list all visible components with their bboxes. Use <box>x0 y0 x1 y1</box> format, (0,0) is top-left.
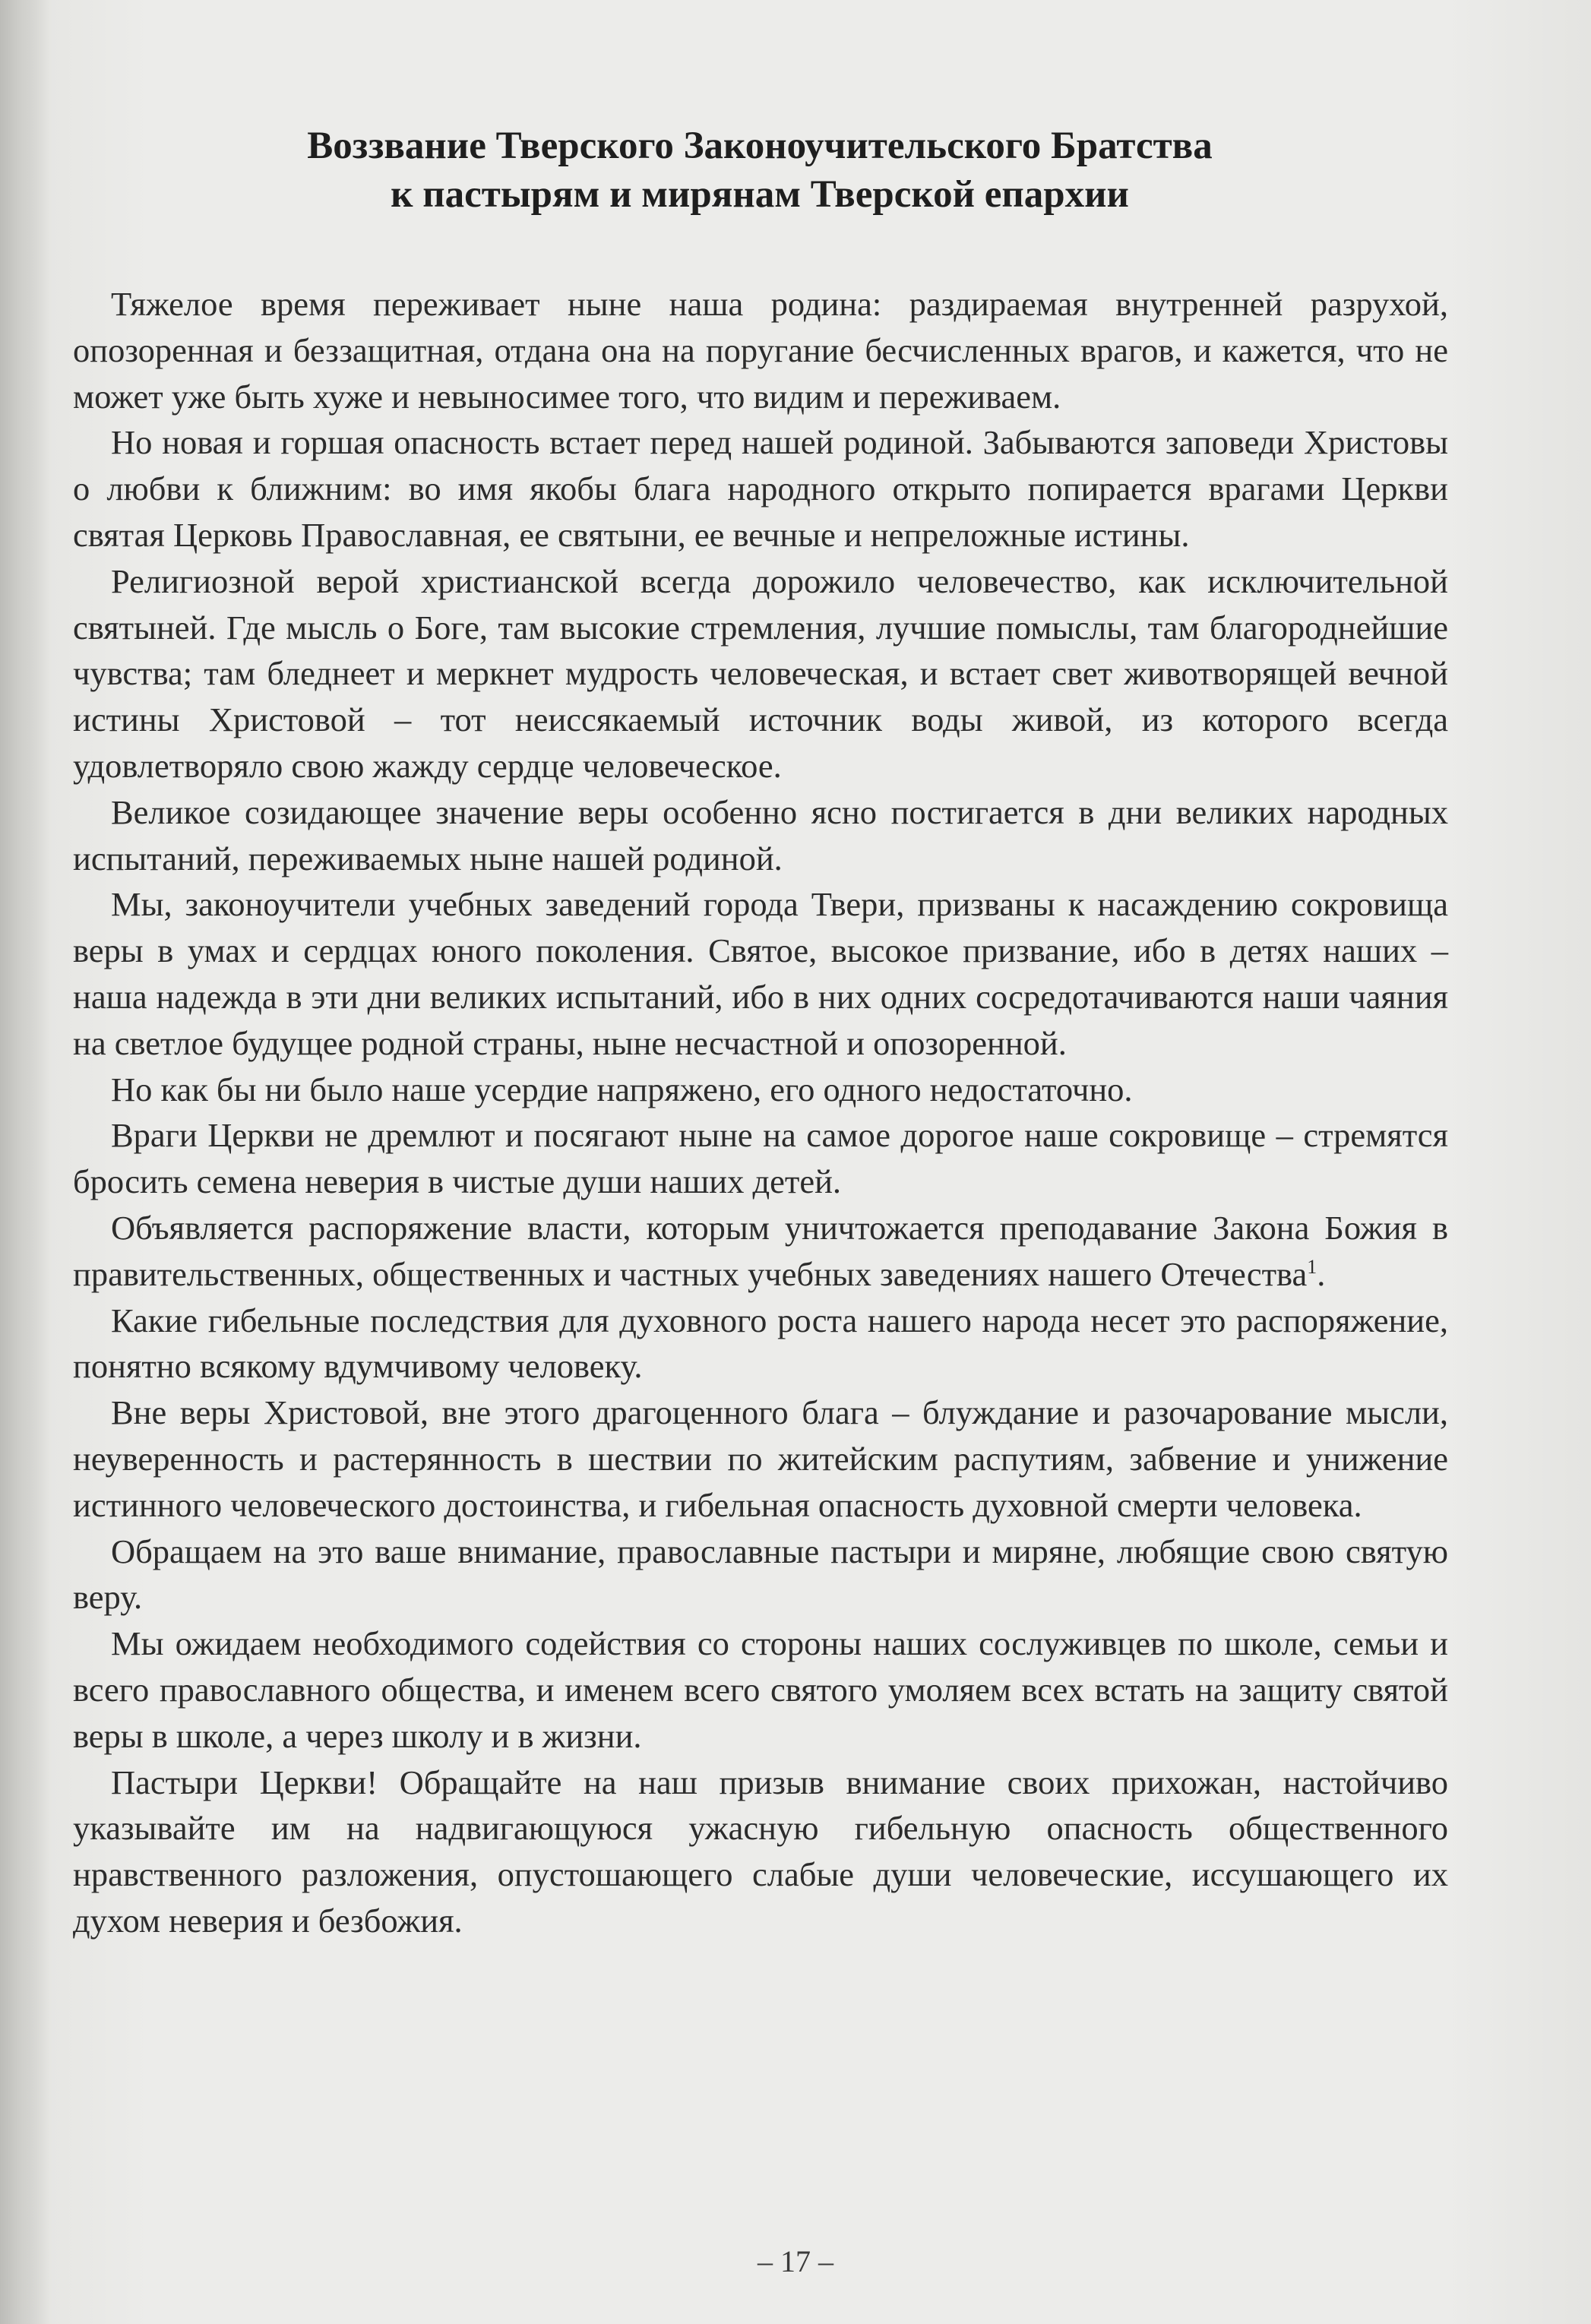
paragraph: Мы ожидаем необходимого содействия со стороны наших сослуживцев по школе, семьи и всего православного общества, и именем всего святого умоляем всех встать на защиту святой веры в школе, а через школу и в жизни. <box>73 1624 1448 1755</box>
paragraph: Мы, законоучители учебных заведений города Твери, призваны к насаждению сокровища веры в умах и сердцах юного поколения. Святое, высокое призвание, ибо в детях наших – наша надежда в эти дни великих испытаний, ибо в них одних сосредотачиваются наши чаяния на светлое будущее родной страны, ныне несчастной и опозоренной. <box>73 885 1448 1062</box>
title-line-2: к пастырям и мирянам Тверской епархии <box>391 173 1129 216</box>
paragraph: Но как бы ни было наше усердие напряжено, его одного недостаточно. <box>111 1070 1133 1108</box>
paragraph: Религиозной верой христианской всегда дорожило человечество, как исключительной святыней. Где мысль о Боге, там высокие стремления, лучшие помыслы, там благороднейшие чувства; там бледнеет и меркнет мудрость человеческая, и встает свет животворящей вечной истины Христовой – тот неиссякаемый источник воды живой, из которого всегда удовлетворяло свою жажду сердце человеческое. <box>73 561 1448 785</box>
footnote-reference: 1 <box>1307 1255 1317 1278</box>
page-gutter-shadow <box>0 0 52 2324</box>
paragraph: Обращаем на это ваше внимание, православные пастыри и миряне, любящие свою святую веру. <box>73 1532 1448 1617</box>
paragraph: Вне веры Христовой, вне этого драгоценного блага – блуждание и разочарование мысли, неуверенность и растерянность в шествии по житейским распутиям, забвение и унижение истинного человеческого достоинства, и гибельная опасность духовной смерти человека. <box>73 1393 1448 1524</box>
paragraph: Враги Церкви не дремлют и посягают ныне на самое дорогое наше сокровище – стремятся бросить семена неверия в чистые души наших детей. <box>73 1116 1448 1201</box>
title-line-1: Воззвание Тверского Законоучительского Братства <box>307 125 1213 167</box>
paragraph-text: Объявляется распоряжение власти, которым уничтожается преподавание Закона Божия в правительственных, общественных и частных учебных заведениях нашего Отечества <box>73 1208 1448 1293</box>
paragraph: Пастыри Церкви! Обращайте на наш призыв внимание своих прихожан, настойчиво указывайте им на надвигающуюся ужасную гибельную опасность общественного нравственного разложения, опустошающего слабые души человеческие, иссушающего их духом неверия и безбожия. <box>73 1763 1448 1940</box>
paragraph: Тяжелое время переживает ныне наша родина: раздираемая внутренней разрухой, опозоренная и беззащитная, отдана она на поругание бесчисленных врагов, и кажется, что не может уже быть хуже и невыносимее того, что видим и переживаем. <box>73 285 1448 416</box>
paragraph-with-footnote <box>73 1205 1448 1298</box>
paragraph: Но новая и горшая опасность встает перед нашей родиной. Забываются заповеди Христовы о любви к ближним: во имя якобы блага народного открыто попирается врагами Церкви святая Церковь Православная, ее святыни, ее вечные и непреложные истины. <box>73 423 1448 554</box>
body-text <box>73 281 1448 1944</box>
page-number: – 17 – <box>758 2244 833 2278</box>
paragraph-end-period: . <box>1317 1254 1326 1293</box>
paragraph: Какие гибельные последствия для духовного роста нашего народа несет это распоряжение, понятно всякому вдумчивому человеку. <box>73 1301 1448 1386</box>
paragraph: Великое созидающее значение веры особенно ясно постигается в дни великих народных испытаний, переживаемых ныне нашей родиной. <box>73 792 1448 877</box>
page-title <box>106 122 1413 219</box>
